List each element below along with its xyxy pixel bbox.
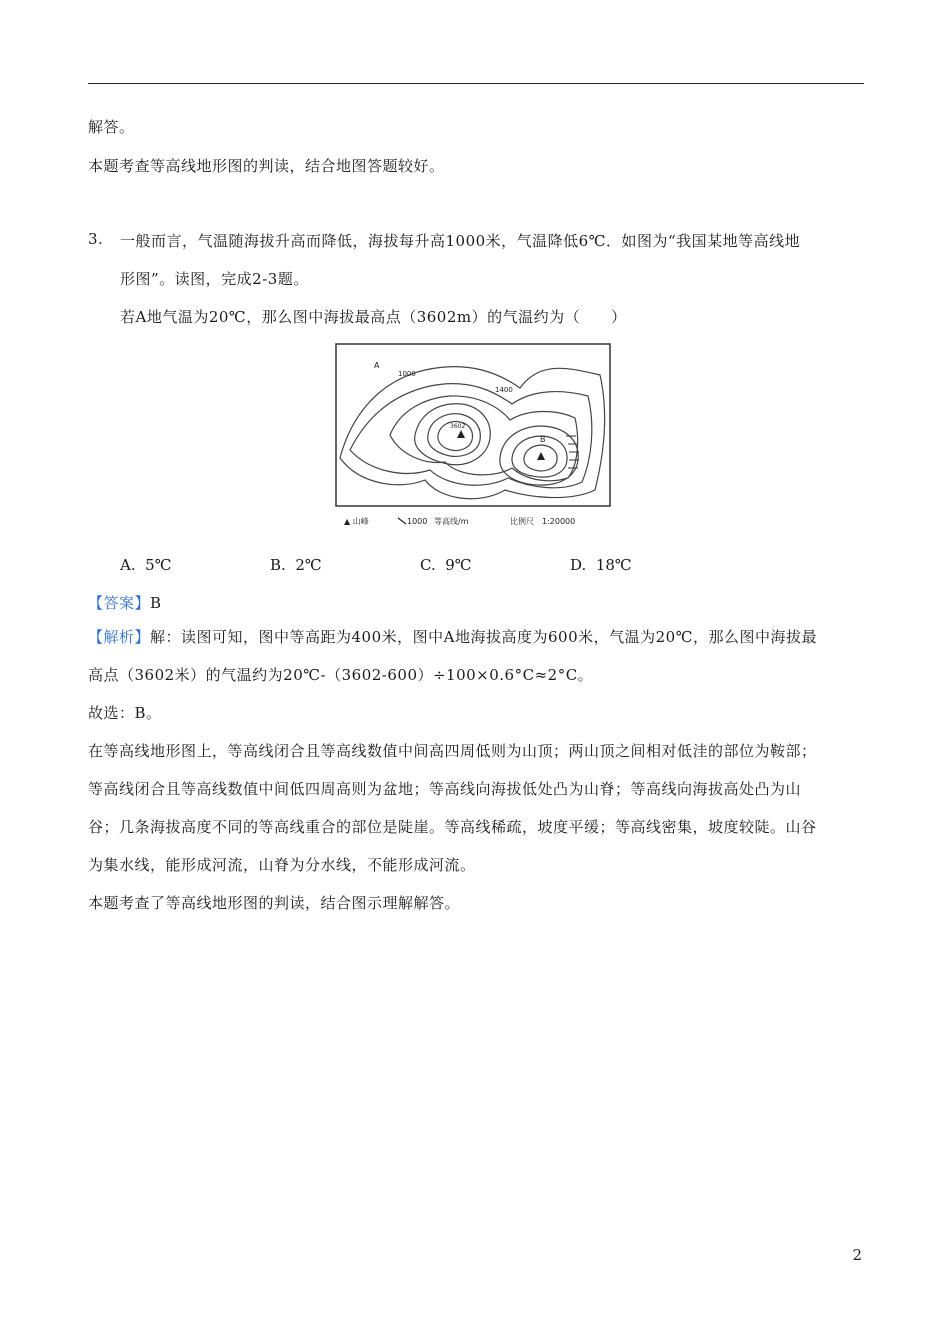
analysis-line-4: 在等高线地形图上，等高线闭合且等高线数值中间高四周低则为山顶；两山顶之间相对低洼的部位为鞍部；: [88, 742, 817, 760]
label-contour-1400: 1400: [495, 386, 513, 394]
legend-contour-icon: [398, 518, 406, 524]
sub-question: 若A地气温为20℃，那么图中海拔最高点（3602m）的气温约为（ ）: [120, 308, 627, 326]
contour-west-1: [415, 404, 491, 465]
legend-contour-value: 1000: [407, 517, 428, 526]
contour-1000: [350, 384, 592, 488]
analysis-tag: 【解析】: [88, 628, 151, 646]
legend-contour: 等高线/m: [434, 517, 469, 526]
analysis-line-1: 【解析】解：读图可知，图中等高距为400米，图中A地海拔高度为600米，气温为20℃，那么图中海拔最: [88, 628, 817, 646]
analysis-line-3: 故选：B。: [88, 704, 162, 722]
option-b: B. 2℃: [270, 556, 322, 574]
peak-marker-east: [537, 452, 545, 460]
header-rule: [88, 83, 864, 84]
label-a: A: [374, 361, 380, 370]
analysis-line-2: 高点（3602米）的气温约为20℃-（3602-600）÷100×0.6°C≈2°C。: [88, 666, 594, 684]
peak-marker-west: [457, 430, 465, 438]
question-stem-line-2: 形图”。读图，完成2-3题。: [120, 270, 309, 288]
legend-peak: ▲ 山峰: [344, 517, 369, 526]
intro-line-1: 解答。: [88, 118, 135, 136]
label-b: B: [540, 435, 546, 444]
label-peak-height: 3602: [450, 423, 466, 430]
analysis-line-5: 等高线闭合且等高线数值中间低四周高则为盆地；等高线向海拔低处凸为山脊；等高线向海拔高处凸为山: [88, 780, 802, 798]
analysis-line-8: 本题考查了等高线地形图的判读，结合图示理解解答。: [88, 894, 461, 912]
option-d: D. 18℃: [570, 556, 632, 574]
contour-1400: [390, 396, 578, 481]
answer-value: B: [150, 594, 162, 612]
legend-scale: 比例尺 1:20000: [510, 517, 576, 526]
option-c: C. 9℃: [420, 556, 472, 574]
answer-line: [88, 592, 162, 613]
analysis-line-6: 谷；几条海拔高度不同的等高线重合的部位是陡崖。等高线稀疏，坡度平缓；等高线密集，坡度较陡。山谷: [88, 818, 817, 836]
question-stem-line-1: 一般而言，气温随海拔升高而降低，海拔每升高1000米，气温降低6℃．如图为“我国某地等高线地: [120, 232, 801, 250]
intro-line-2: 本题考查等高线地形图的判读，结合地图答题较好。: [88, 157, 445, 175]
analysis-line-7: 为集水线，能形成河流，山脊为分水线，不能形成河流。: [88, 856, 476, 874]
option-a: A. 5℃: [120, 556, 172, 574]
question-number: 3.: [88, 230, 104, 248]
contour-map-figure: [330, 340, 620, 535]
label-contour-1000: 1000: [398, 370, 416, 378]
page-number: 2: [852, 1246, 862, 1264]
answer-tag: 【答案】: [88, 594, 151, 612]
